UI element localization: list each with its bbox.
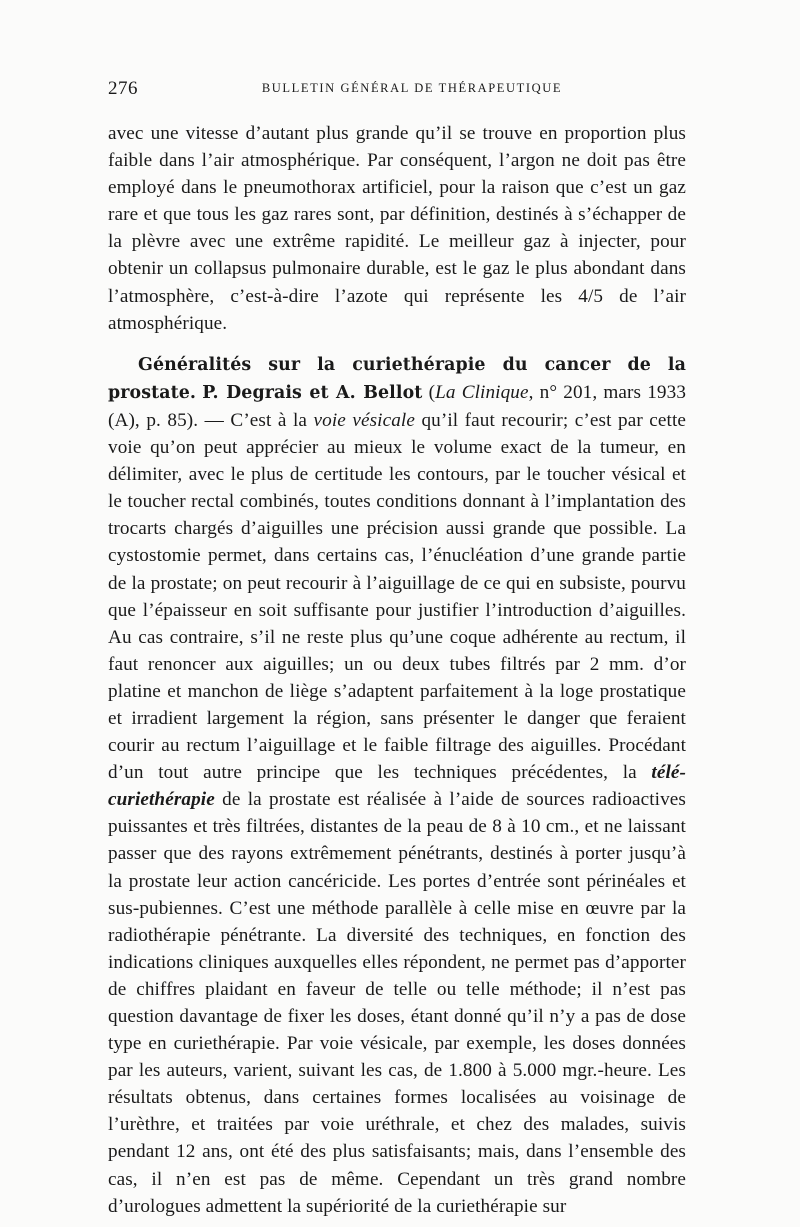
article-body [108,120,686,1220]
term-telecurietherapie: télé-curiethérapie [108,762,686,811]
abstract-authors: P. Degrais et A. Bellot [202,382,423,403]
abstract-text-2: de la prostate est réalisée à l’aide de sources radioactives puissantes et très filtrées, distantes de la peau de 8 à 10 cm., et ne laissant passer que des rayons extrêmement pénétrants, destinés à porter jusqu’à la prostate leur action cancéricide. Les portes d’entrée sont périnéales et sus-pubiennes. C’est une méthode parallèle à celle mise en œuvre par la radiothérapie pénétrante. La diversité des techniques, en fonction des indications cliniques auxquelles elles répondent, ne permet pas d’apporter de chiffres plaidant en faveur de telle ou telle méthode; il n’est pas question davantage de fixer les doses, étant donné qu’il n’y a pas de dose type en curiethérapie. Par voie vésicale, par exemple, les doses données par les auteurs, varient, suivant les cas, de 1.800 à 5.000 mgr.-heure. Les résultats obtenus, dans certaines formes localisées au voisinage de l’urèthre, et traitées par voie uréthrale, et chez des malades, suivis pendant 12 ans, ont été des plus satisfaisants; mais, dans l’ensemble des cas, il n’en est pas de même. Cependant un très grand nombre d’urologues admettent la supériorité de la curiethérapie sur [108,789,686,1217]
reference-details: , n° 201, mars 1933 (A), p. 85). [108,381,687,431]
page-header [108,78,686,100]
page-number: 276 [108,78,138,99]
term-voie-vesicale: voie vésicale [313,409,415,431]
running-title: BULLETIN GÉNÉRAL DE THÉRAPEUTIQUE [261,81,563,95]
abstract-title: Généralités sur la curiethérapie du cancer de la prostate. [108,354,686,403]
paragraph-curietherapy [108,351,686,1220]
abstract-lead: — C’est à la [198,409,314,431]
abstract-text-1: qu’il faut recourir; c’est par cette voie qu’on peut apprécier au mieux le volume exact de la tumeur, en délimiter, avec le plus de certitude les contours, par le toucher vésical et le toucher rectal combinés, toutes conditions donnant à l’implantation des trocarts chargés d’aiguilles une précision aussi grande que possible. La cystostomie permet, dans certains cas, l’énucléation d’une grande partie de la prostate; on peut recourir à l’aiguillage de ce qui en subsiste, pourvu que l’épaisseur en soit suffisante pour justifier l’introduction d’aiguilles. Au cas contraire, s’il ne reste plus qu’une coque adhérente au rectum, il faut renoncer aux aiguilles; un ou deux tubes filtrés par 2 mm. d’or platine et manchon de liège s’adaptent parfaitement à la loge prostatique et irradient largement la région, sans présenter le danger que feraient courir au rectum l’aiguillage et le faible filtrage des aiguilles. Procédant d’un tout autre principe que les techniques précédentes, la [108,409,687,784]
journal-name: La Clinique [435,381,529,403]
reference-open: ( [428,381,436,403]
paragraph-argon: avec une vitesse d’autant plus grande qu’il se trouve en proportion plus faible dans l’air atmosphérique. Par conséquent, l’argon ne doit pas être employé dans le pneumothorax artificiel, pour la raison que c’est un gaz rare et que tous les gaz rares sont, par définition, destinés à s’échapper de la plèvre avec une extrême rapidité. Le meilleur gaz à injecter, pour obtenir un collapsus pulmonaire durable, est le gaz le plus abondant dans l’atmosphère, c’est-à-dire l’azote qui représente les 4/5 de l’air atmosphérique. [108,123,686,334]
